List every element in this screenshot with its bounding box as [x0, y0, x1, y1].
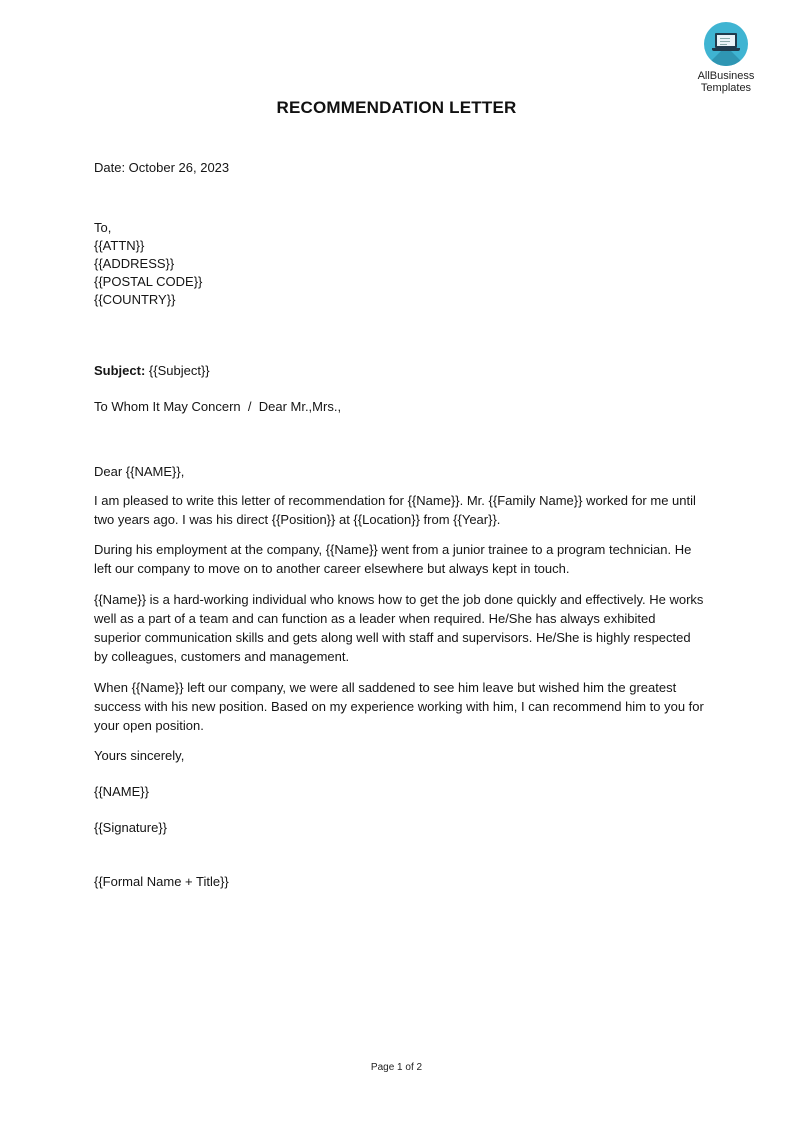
allbusiness-templates-logo: [692, 22, 760, 94]
subject-label: Subject:: [94, 363, 146, 378]
recipient-address: {{ADDRESS}}: [94, 256, 175, 271]
paragraph-4: When {{Name}} left our company, we were all saddened to see him leave but wished him the greatest success with his new position. Based on my experience working with him, I can recommend him to you for your open position.: [94, 680, 704, 733]
closing: Yours sincerely,: [94, 748, 185, 763]
recipient-attn: {{ATTN}}: [94, 238, 145, 253]
salutation: Dear {{NAME}},: [94, 464, 185, 479]
recipient-to: To,: [94, 220, 112, 235]
logo-line-1: AllBusiness: [697, 70, 755, 82]
formal-name-title: {{Formal Name + Title}}: [94, 874, 229, 889]
paragraph-1: I am pleased to write this letter of recommendation for {{Name}}. Mr. {{Family Name}} worked for me until two years ago. I was his direct {{Position}} at {{Location}} from {{Year}}.: [94, 493, 696, 527]
subject-line: [94, 361, 210, 380]
paragraph-2: During his employment at the company, {{Name}} went from a junior trainee to a program technician. He left our company to move on to another career elsewhere but always kept in touch.: [94, 542, 692, 576]
logo-text: [692, 70, 760, 94]
recipient-country: {{COUNTRY}}: [94, 292, 176, 307]
generic-salutation: To Whom It May Concern / Dear Mr.,Mrs.,: [94, 399, 342, 414]
letter-date: Date: October 26, 2023: [94, 160, 230, 175]
laptop-icon: [704, 22, 748, 66]
subject-value: {{Subject}}: [145, 363, 210, 378]
recipient-postal-code: {{POSTAL CODE}}: [94, 274, 203, 289]
sender-name: {{NAME}}: [94, 784, 149, 799]
paragraph-3: {{Name}} is a hard-working individual who knows how to get the job done quickly and effectively. He works well as a part of a team and can function as a leader when required. He/She has always exhibited superior communication skills and gets along well with staff and supervisors. He/She is highly respected by colleagues, customers and management.: [94, 592, 704, 664]
logo-line-2: Templates: [700, 82, 752, 94]
signature: {{Signature}}: [94, 820, 168, 835]
page-indicator: Page 1 of 2: [370, 1062, 423, 1073]
document-title: RECOMMENDATION LETTER: [276, 98, 517, 117]
